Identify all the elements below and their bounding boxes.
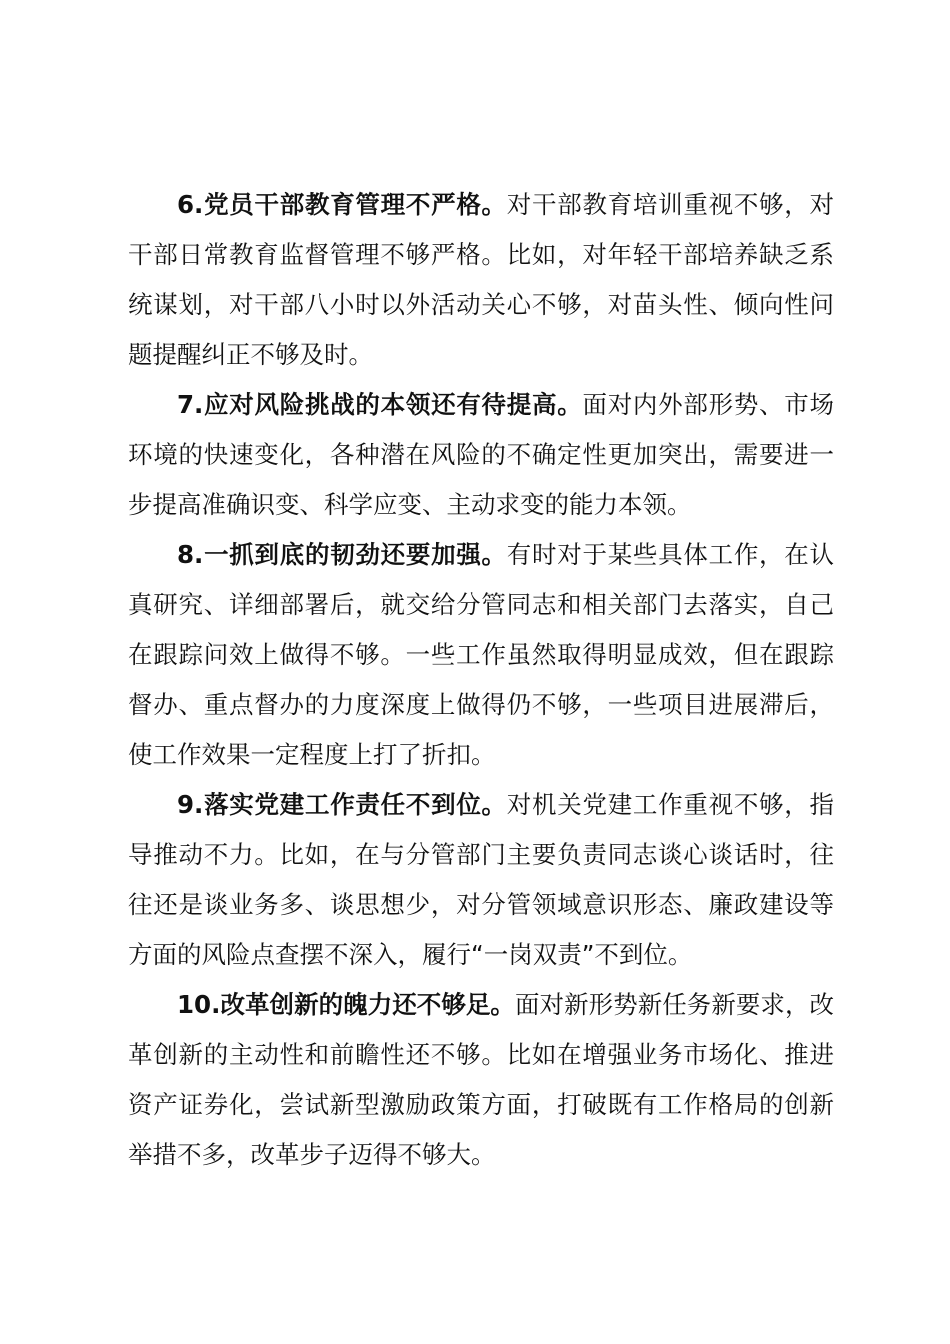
paragraph-body: 有时对于某些具体工作，在认真研究、详细部署后，就交给分管同志和相关部门去落实，自己在跟踪问效上做得不够。一些工作虽然取得明显成效，但在跟踪督办、重点督办的力度深度上做得仍不够，一些项目进展滞后，使工作效果一定程度上打了折扣。 bbox=[128, 540, 835, 769]
paragraph-10 bbox=[128, 980, 834, 1180]
paragraph-heading: 9.落实党建工作责任不到位。 bbox=[177, 790, 507, 819]
paragraph-body: 面对内外部形势、市场环境的快速变化，各种潜在风险的不确定性更加突出，需要进一步提高准确识变、科学应变、主动求变的能力本领。 bbox=[128, 390, 834, 519]
paragraph-heading: 7.应对风险挑战的本领还有待提高。 bbox=[177, 390, 583, 419]
paragraph-9 bbox=[128, 780, 834, 980]
paragraph-body: 面对新形势新任务新要求，改革创新的主动性和前瞻性还不够。比如在增强业务市场化、推进资产证券化，尝试新型激励政策方面，打破既有工作格局的创新举措不多，改革步子迈得不够大。 bbox=[128, 990, 835, 1169]
paragraph-body: 对机关党建工作重视不够，指导推动不力。比如，在与分管部门主要负责同志谈心谈话时，往往还是谈业务多、谈思想少，对分管领域意识形态、廉政建设等方面的风险点查摆不深入，履行“一岗双责”不到位。 bbox=[128, 790, 835, 969]
paragraph-7 bbox=[128, 380, 834, 530]
document-page bbox=[128, 180, 834, 1180]
paragraph-6 bbox=[128, 180, 834, 380]
paragraph-heading: 8.一抓到底的韧劲还要加强。 bbox=[177, 540, 507, 569]
paragraph-heading: 6.党员干部教育管理不严格。 bbox=[177, 190, 507, 219]
paragraph-body: 对干部教育培训重视不够，对干部日常教育监督管理不够严格。比如，对年轻干部培养缺乏系统谋划，对干部八小时以外活动关心不够，对苗头性、倾向性问题提醒纠正不够及时。 bbox=[128, 190, 835, 369]
paragraph-heading: 10.改革创新的魄力还不够足。 bbox=[177, 990, 515, 1019]
paragraph-8 bbox=[128, 530, 834, 780]
